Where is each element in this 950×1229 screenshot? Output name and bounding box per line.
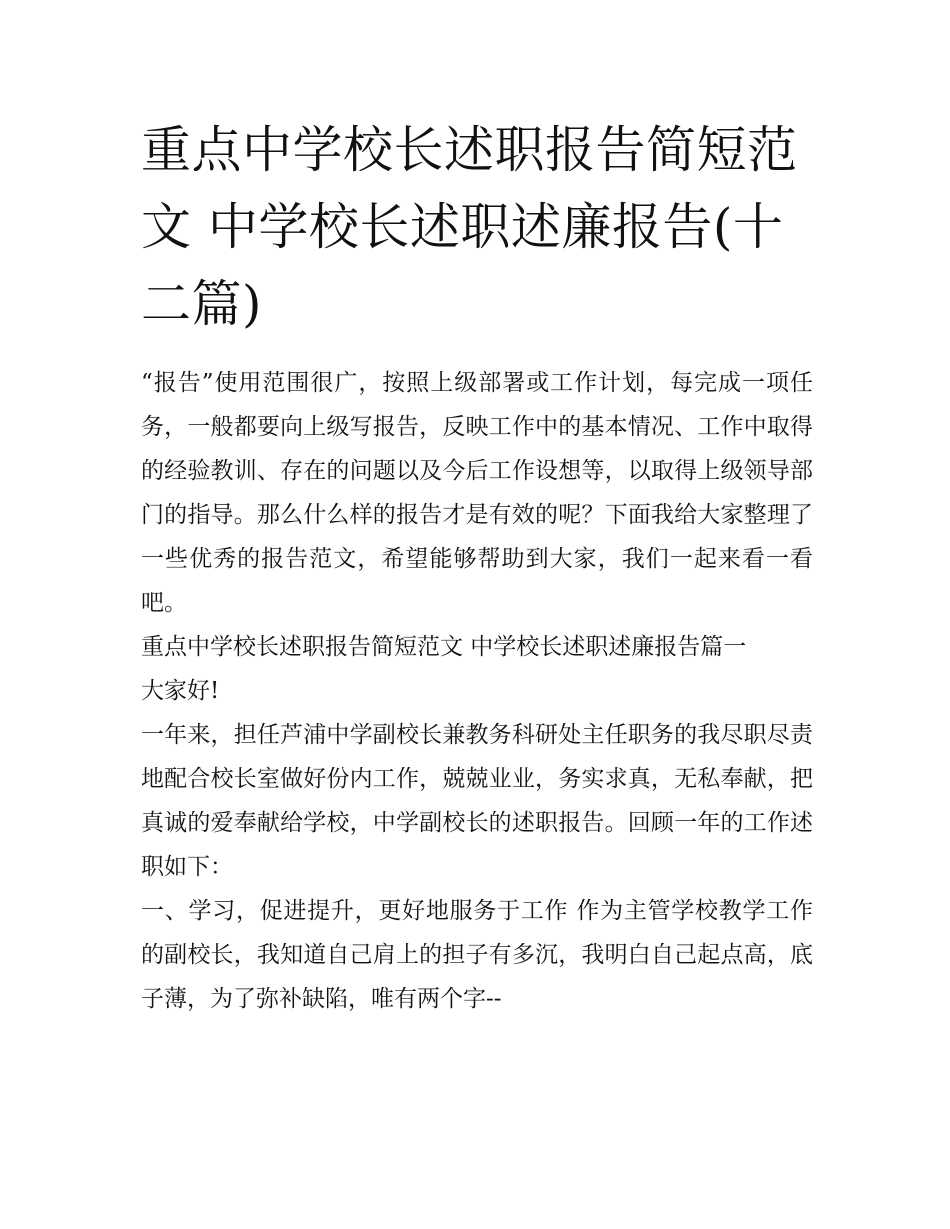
- section-heading: 重点中学校长述职报告简短范文 中学校长述职述廉报告篇一: [141, 634, 747, 660]
- intro-paragraph: “报告”使用范围很广，按照上级部署或工作计划，每完成一项任务，一般都要向上级写报告，反映工作中的基本情况、工作中取得的经验教训、存在的问题以及今后工作设想等，以取得上级领导部门的指导。那么什么样的报告才是有效的呢？下面我给大家整理了一些优秀的报告范文，希望能够帮助到大家，我们一起来看一看吧。: [141, 370, 813, 616]
- document-page: [141, 112, 813, 1021]
- body-paragraph: 一、学习，促进提升，更好地服务于工作 作为主管学校教学工作的副校长，我知道自己肩上的担子有多沉，我明白自己起点高，底子薄，为了弥补缺陷，唯有两个字--: [141, 898, 813, 1012]
- body-paragraph: 一年来，担任芦浦中学副校长兼教务科研处主任职务的我尽职尽责地配合校长室做好份内工作，兢兢业业，务实求真，无私奉献，把真诚的爱奉献给学校，中学副校长的述职报告。回顾一年的工作述职如下：: [141, 722, 813, 880]
- document-title: 重点中学校长述职报告简短范文 中学校长述职述廉报告(十二篇): [141, 121, 798, 333]
- greeting-paragraph: 大家好!: [141, 678, 220, 704]
